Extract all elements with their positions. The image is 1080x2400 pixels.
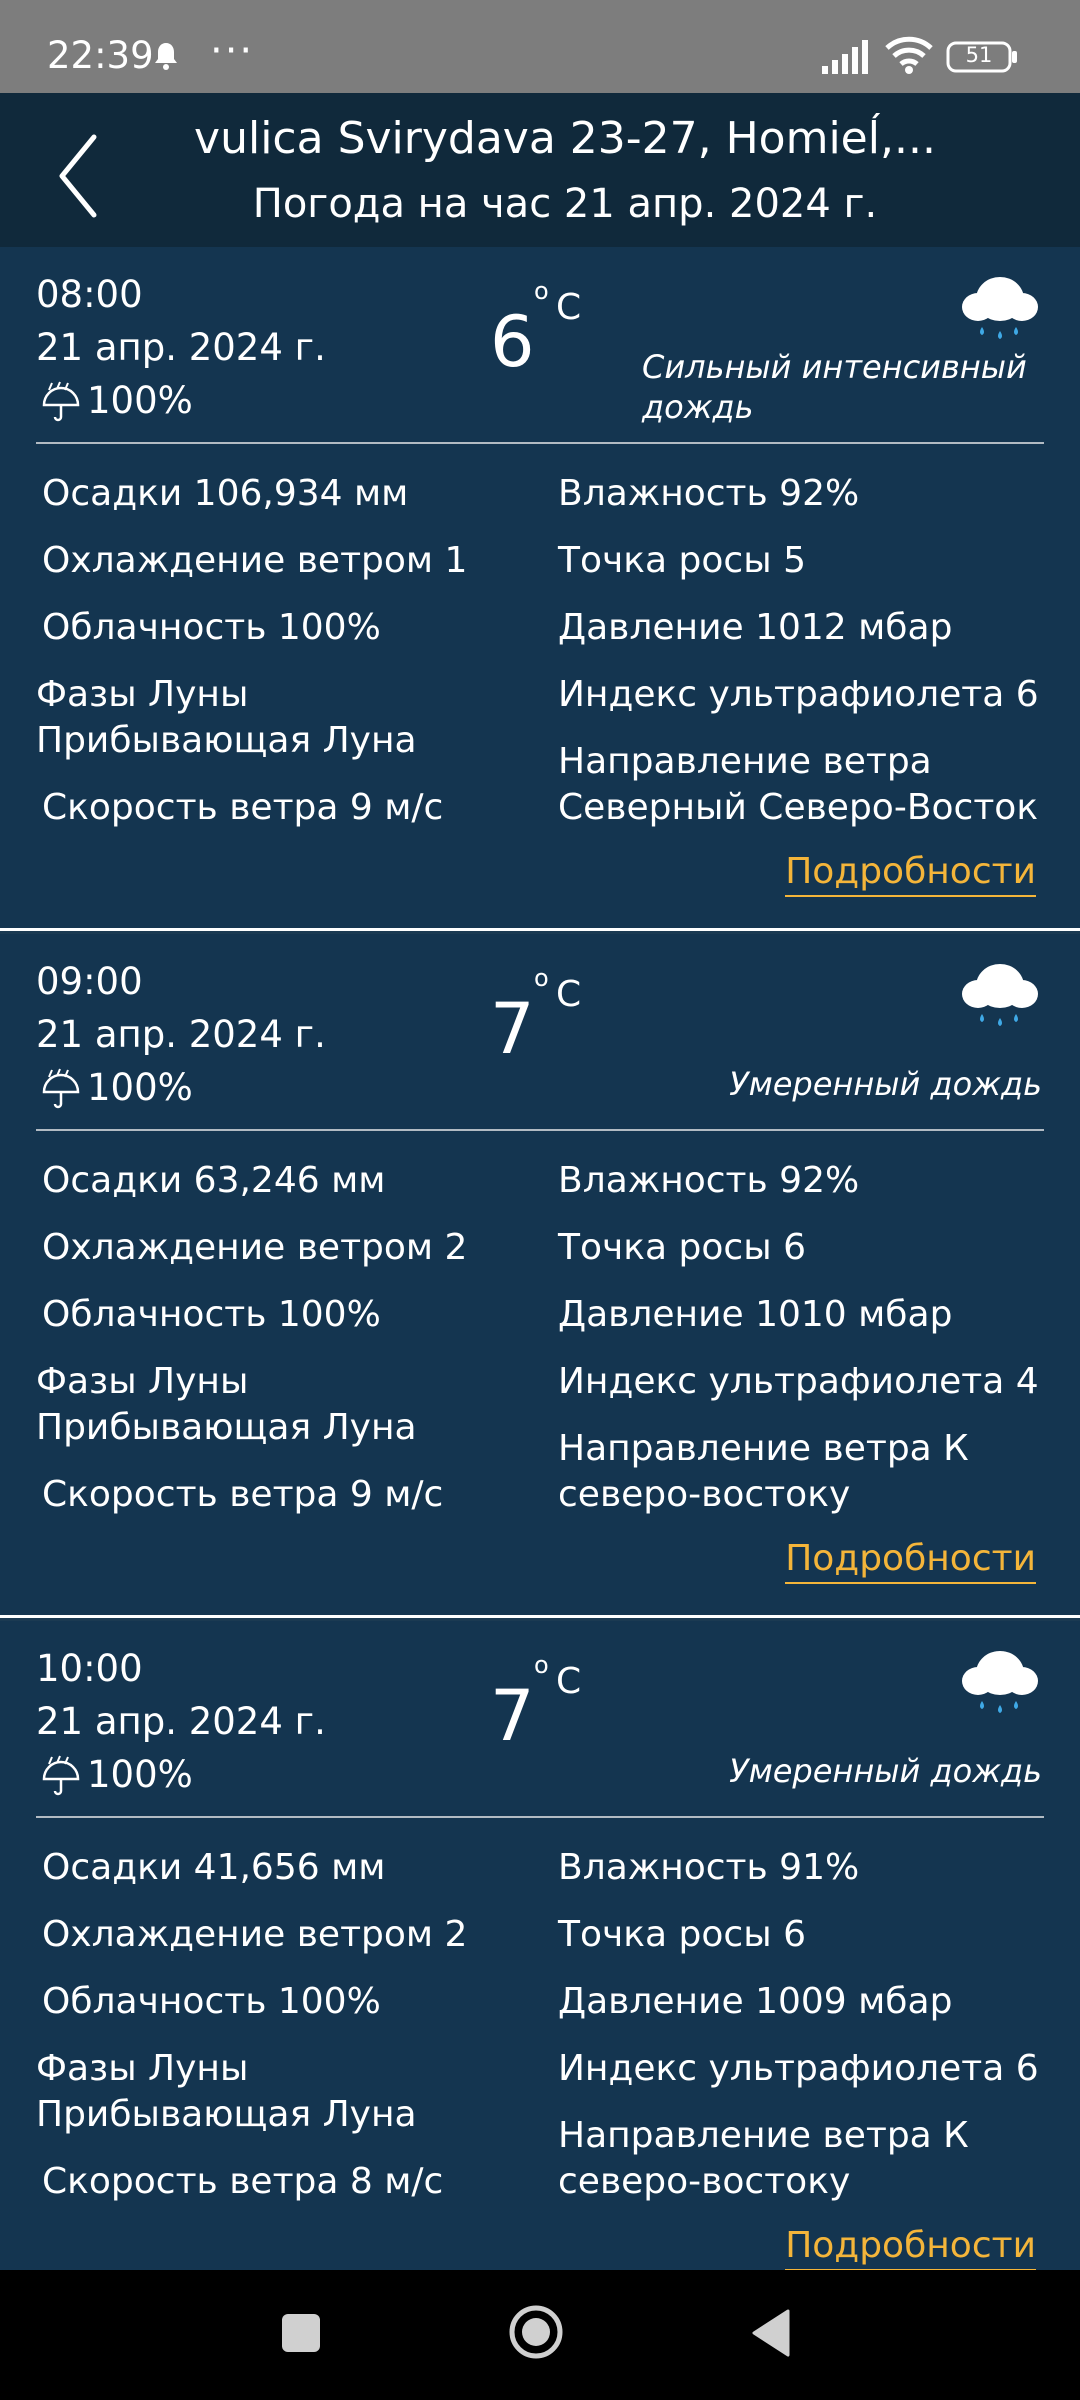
- divider: [36, 1816, 1044, 1818]
- wind-direction-label: Направление ветра К: [558, 1428, 969, 1469]
- pressure: Давление 1012 мбар: [558, 607, 953, 648]
- umbrella-rain-icon: [40, 1068, 82, 1110]
- cloudiness: Облачность 100%: [42, 607, 381, 648]
- temperature-value: 6: [490, 301, 535, 383]
- nav-back-button[interactable]: [750, 2308, 790, 2358]
- divider: [36, 442, 1044, 444]
- location-title: vulica Svirydava 23-27, Homieĺ,...: [194, 113, 936, 164]
- temperature-value: 7: [490, 1675, 535, 1757]
- back-arrow-icon[interactable]: [48, 131, 120, 221]
- uv-index: Индекс ультрафиолета 6: [558, 2048, 1039, 2089]
- recent-apps-button[interactable]: [282, 2314, 320, 2352]
- humidity: Влажность 92%: [558, 473, 860, 514]
- humidity: Влажность 92%: [558, 1160, 860, 1201]
- dew-point: Точка росы 6: [558, 1914, 806, 1955]
- wind-direction-label: Направление ветра: [558, 741, 932, 782]
- wind-speed: Скорость ветра 8 м/с: [42, 2161, 444, 2202]
- weather-condition: Сильный интенсивный дождь: [642, 348, 1027, 426]
- degree-symbol: o: [534, 964, 549, 992]
- hour-card: [0, 247, 1080, 931]
- wind-direction-value: северо-востоку: [558, 1474, 851, 1515]
- hour-time: 08:00: [36, 273, 143, 316]
- wind-speed: Скорость ветра 9 м/с: [42, 1474, 444, 1515]
- pressure: Давление 1010 мбар: [558, 1294, 953, 1335]
- umbrella-rain-icon: [40, 381, 82, 423]
- wind-direction-label: Направление ветра К: [558, 2115, 969, 2156]
- app-header: [0, 93, 1080, 247]
- weather-condition: Умеренный дождь: [729, 1752, 1042, 1790]
- status-time: 22:39: [47, 34, 154, 77]
- precip-probability: 100%: [87, 1753, 193, 1796]
- hour-time: 10:00: [36, 1647, 143, 1690]
- status-bar: [0, 0, 1080, 93]
- pressure: Давление 1009 мбар: [558, 1981, 953, 2022]
- moon-phase-label: Фазы Луны: [36, 674, 249, 715]
- moon-phase-label: Фазы Луны: [36, 1361, 249, 1402]
- wind-chill: Охлаждение ветром 1: [42, 540, 468, 581]
- rain-cloud-icon: [960, 269, 1040, 345]
- uv-index: Индекс ультрафиолета 6: [558, 674, 1039, 715]
- wind-direction-value: северо-востоку: [558, 2161, 851, 2202]
- details-link[interactable]: Подробности: [785, 1538, 1036, 1584]
- uv-index: Индекс ультрафиолета 4: [558, 1361, 1039, 1402]
- system-nav-bar: [0, 2270, 1080, 2400]
- precipitation-amount: Осадки 41,656 мм: [42, 1847, 386, 1888]
- hourly-forecast-list[interactable]: [0, 247, 1080, 2270]
- precipitation-amount: Осадки 106,934 мм: [42, 473, 409, 514]
- home-button[interactable]: [508, 2304, 564, 2360]
- moon-phase-value: Прибывающая Луна: [36, 2094, 417, 2135]
- rain-cloud-icon: [960, 956, 1040, 1032]
- details-link[interactable]: Подробности: [785, 2225, 1036, 2270]
- wind-chill: Охлаждение ветром 2: [42, 1227, 468, 1268]
- battery-level: 51: [965, 43, 993, 67]
- umbrella-rain-icon: [40, 1755, 82, 1797]
- rain-cloud-icon: [960, 1643, 1040, 1719]
- page-subtitle: Погода на час 21 апр. 2024 г.: [252, 181, 878, 227]
- temperature-unit: C: [556, 974, 582, 1015]
- precipitation-amount: Осадки 63,246 мм: [42, 1160, 386, 1201]
- precip-probability: 100%: [87, 379, 193, 422]
- hour-date: 21 апр. 2024 г.: [36, 1700, 326, 1743]
- hour-card: [0, 934, 1080, 1618]
- degree-symbol: o: [534, 277, 549, 305]
- wind-direction-value: Северный Северо-Восток: [558, 787, 1039, 828]
- moon-phase-label: Фазы Луны: [36, 2048, 249, 2089]
- notification-bell-icon: [150, 40, 182, 72]
- cloudiness: Облачность 100%: [42, 1294, 381, 1335]
- humidity: Влажность 91%: [558, 1847, 860, 1888]
- hour-time: 09:00: [36, 960, 143, 1003]
- wind-chill: Охлаждение ветром 2: [42, 1914, 468, 1955]
- dew-point: Точка росы 5: [558, 540, 806, 581]
- dew-point: Точка росы 6: [558, 1227, 806, 1268]
- divider: [36, 1129, 1044, 1131]
- temperature-value: 7: [490, 988, 535, 1070]
- hour-date: 21 апр. 2024 г.: [36, 326, 326, 369]
- degree-symbol: o: [534, 1651, 549, 1679]
- weather-condition: Умеренный дождь: [729, 1065, 1042, 1103]
- battery-icon: [946, 40, 1018, 74]
- moon-phase-value: Прибывающая Луна: [36, 720, 417, 761]
- hour-date: 21 апр. 2024 г.: [36, 1013, 326, 1056]
- cloudiness: Облачность 100%: [42, 1981, 381, 2022]
- more-notifications-icon: ···: [210, 28, 255, 74]
- hour-card: [0, 1621, 1080, 2270]
- details-link[interactable]: Подробности: [785, 851, 1036, 897]
- wind-speed: Скорость ветра 9 м/с: [42, 787, 444, 828]
- temperature-unit: C: [556, 287, 582, 328]
- wifi-icon: [885, 36, 933, 74]
- temperature-unit: C: [556, 1661, 582, 1702]
- precip-probability: 100%: [87, 1066, 193, 1109]
- moon-phase-value: Прибывающая Луна: [36, 1407, 417, 1448]
- signal-icon: [822, 40, 872, 74]
